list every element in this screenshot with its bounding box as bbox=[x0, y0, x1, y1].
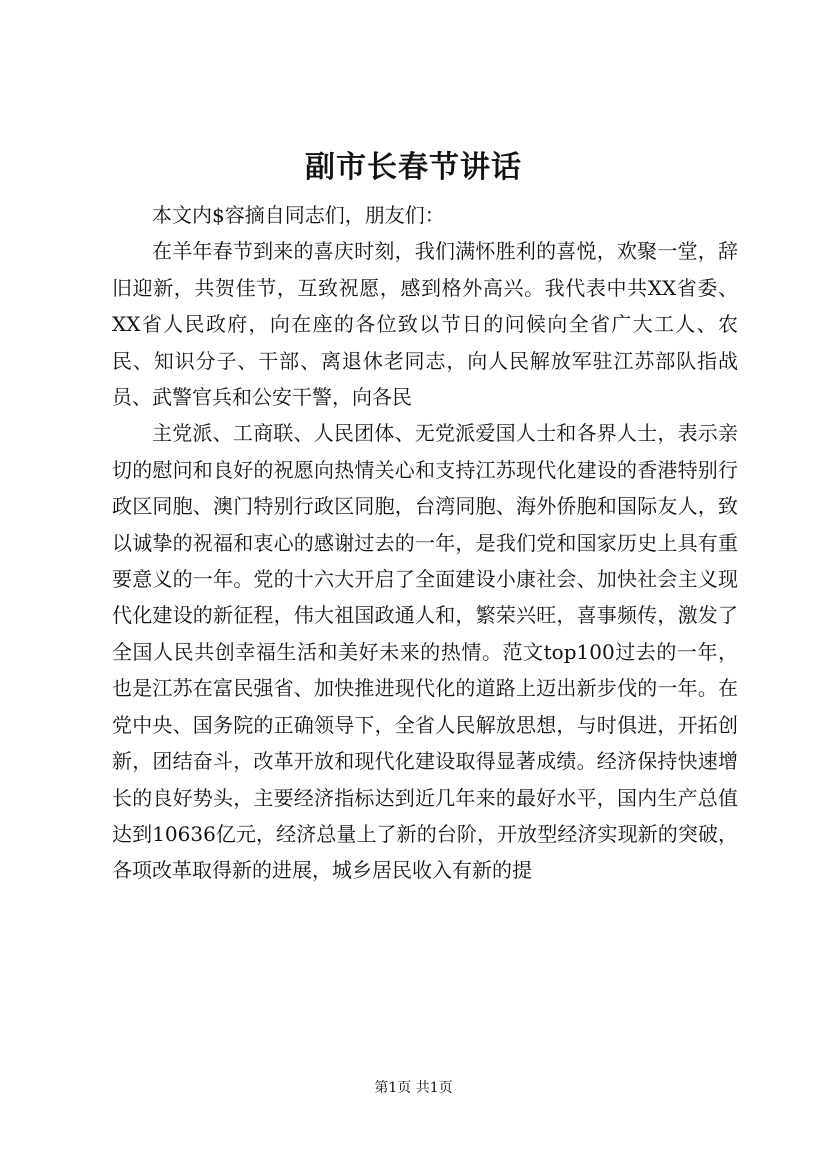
document-body bbox=[112, 197, 738, 889]
paragraph-review-of-year: 主党派、工商联、人民团体、无党派爱国人士和各界人士，表示亲切的慰问和良好的祝愿向热情关心和支持江苏现代化建设的香港特别行政区同胞、澳门特别行政区同胞，台湾同胞、海外侨胞和国际友人，致以诚挚的祝福和衷心的感谢过去的一年，是我们党和国家历史上具有重要意义的一年。党的十六大开启了全面建设小康社会、加快社会主义现代化建设的新征程，伟大祖国政通人和，繁荣兴旺，喜事频传，激发了全国人民共创幸福生活和美好未来的热情。范文top100过去的一年，也是江苏在富民强省、加快推进现代化的道路上迈出新步伐的一年。在党中央、国务院的正确领导下，全省人民解放思想，与时俱进，开拓创新，团结奋斗，改革开放和现代化建设取得显著成绩。经济保持快速增长的良好势头，主要经济指标达到近几年来的最好水平，国内生产总值达到10636亿元，经济总量上了新的台阶，开放型经济实现新的突破，各项改革取得新的进展，城乡居民收入有新的提 bbox=[112, 421, 738, 883]
document-title: 副市长春节讲话 bbox=[305, 150, 522, 185]
page-number-footer: 第1页 共1页 bbox=[374, 1080, 453, 1096]
paragraph-greeting: 本文内$容摘自同志们，朋友们： bbox=[152, 203, 445, 227]
paragraph-festival-greetings: 在羊年春节到来的喜庆时刻，我们满怀胜利的喜悦，欢聚一堂，辞旧迎新，共贺佳节，互致祝愿，感到格外高兴。我代表中共XX省委、XX省人民政府，向在座的各位致以节日的问候向全省广大工人、农民、知识分子、干部、离退休老同志，向人民解放军驻江苏部队指战员、武警官兵和公安干警，向各民 bbox=[112, 239, 738, 410]
